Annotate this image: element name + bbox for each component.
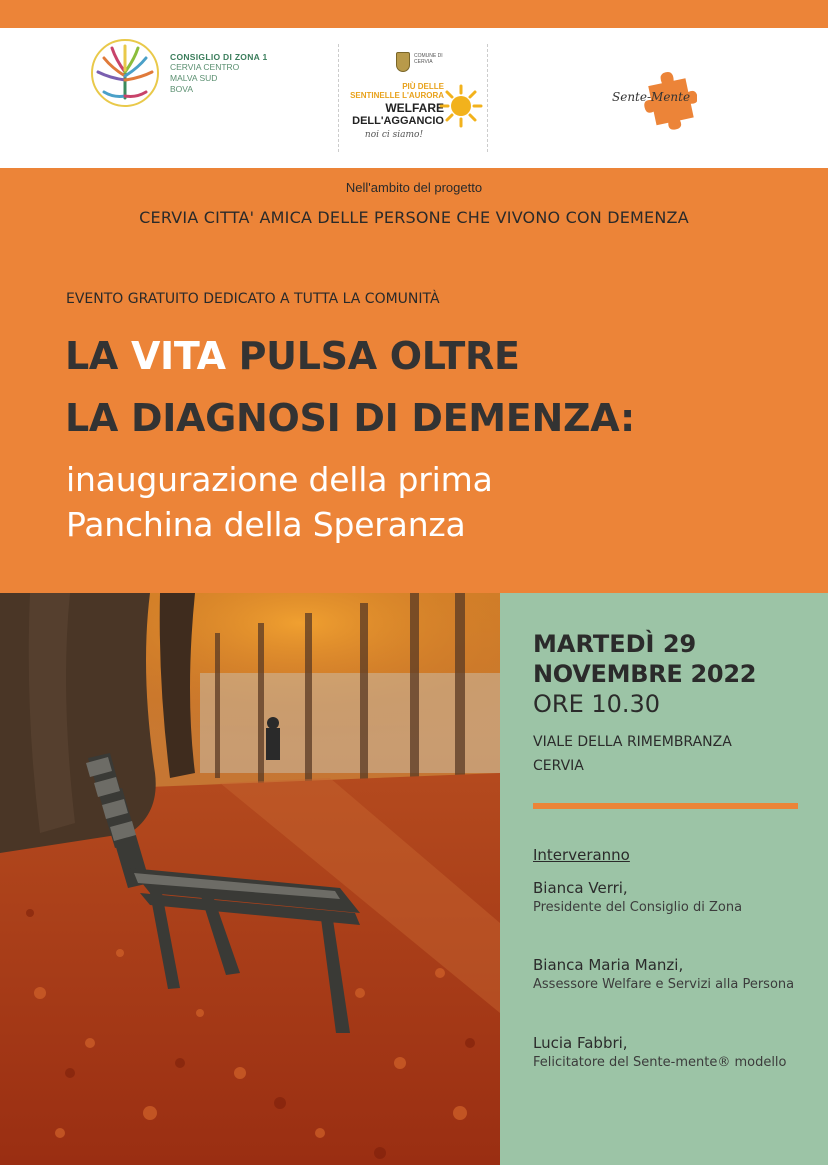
welfare-line: DELL'AGGANCIO <box>352 115 444 127</box>
welfare-line: PIÙ DELLE <box>402 82 444 91</box>
event-location-line1: VIALE DELLA RIMEMBRANZA <box>533 734 732 750</box>
project-intro: Nell'ambito del progetto <box>345 180 483 195</box>
event-location-line2: CERVIA <box>533 758 584 774</box>
speaker-role: Assessore Welfare e Servizi alla Persona <box>533 977 795 992</box>
event-date-line1: MARTEDÌ 29 <box>533 630 697 658</box>
title-highlight: VITA <box>130 334 226 378</box>
welfare-tagline: noi ci siamo! <box>364 130 424 140</box>
sente-mente-text: Sente-Mente <box>612 90 691 104</box>
welfare-line: SENTINELLE L'AURORA <box>350 91 444 100</box>
event-title-line2: LA DIAGNOSI DI DEMENZA: <box>65 396 635 440</box>
speakers-heading: Interveranno <box>533 846 630 864</box>
consiglio-title: CONSIGLIO DI ZONA 1 <box>170 52 268 62</box>
welfare-aggancio-logo <box>338 44 488 152</box>
orange-divider <box>533 803 798 809</box>
event-subtitle-line2: Panchina della Speranza <box>66 505 466 544</box>
welfare-line: WELFARE <box>385 101 444 115</box>
speaker-name: Bianca Maria Manzi, <box>533 956 684 974</box>
tree-logo-icon <box>90 38 160 108</box>
comune-label: COMUNE DI CERVIA <box>414 53 443 65</box>
city-crest-icon <box>396 52 410 72</box>
event-kicker: EVENTO GRATUITO DEDICATO A TUTTA LA COMUNITÀ <box>66 291 440 307</box>
autumn-bench-photo <box>0 593 500 1165</box>
consiglio-zona-logo <box>90 38 290 108</box>
sente-mente-logo <box>612 70 742 130</box>
consiglio-line: CERVIA CENTRO <box>170 62 240 72</box>
sun-icon <box>439 84 483 128</box>
event-title-line1: LA VITA PULSA OLTRE <box>65 334 520 378</box>
event-time: ORE 10.30 <box>533 690 661 718</box>
speaker-name: Lucia Fabbri, <box>533 1034 628 1052</box>
consiglio-line: BOVA <box>170 84 193 94</box>
top-orange-strip <box>0 0 828 28</box>
event-date-line2: NOVEMBRE 2022 <box>533 660 757 688</box>
speaker-name: Bianca Verri, <box>533 879 628 897</box>
consiglio-line: MALVA SUD <box>170 73 218 83</box>
speaker-role: Presidente del Consiglio di Zona <box>533 900 743 915</box>
event-subtitle-line1: inaugurazione della prima <box>66 460 493 499</box>
speaker-role: Felicitatore del Sente-mente® modello <box>533 1055 787 1070</box>
project-name: CERVIA CITTA' AMICA DELLE PERSONE CHE VIVONO CON DEMENZA <box>139 208 689 227</box>
